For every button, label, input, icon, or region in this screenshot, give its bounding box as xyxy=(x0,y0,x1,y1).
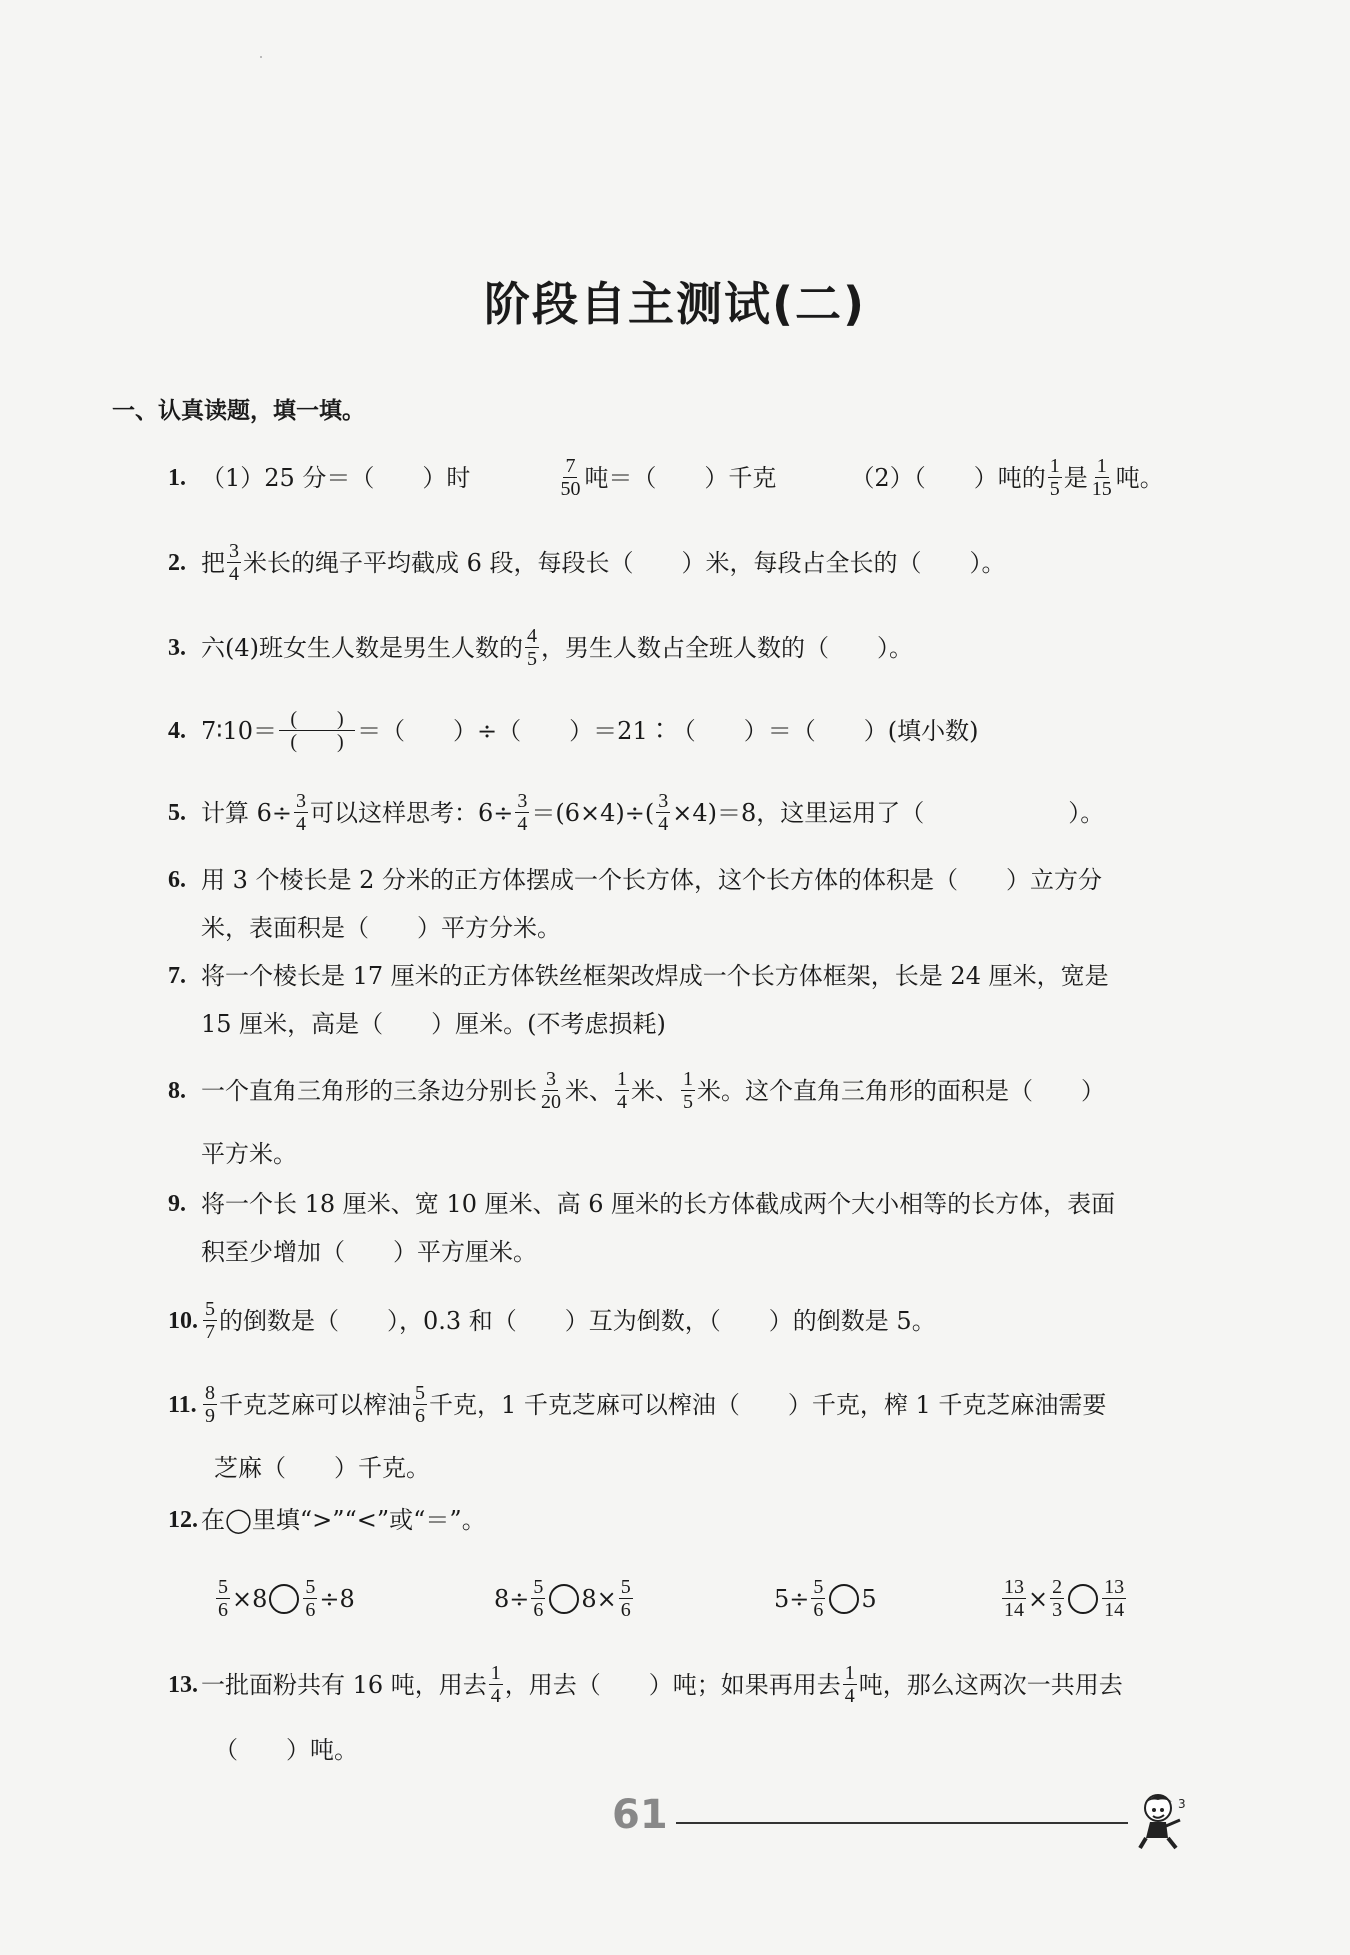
fraction: $\frac{7}{50}$ xyxy=(560,455,581,500)
fraction: $\frac{1}{15}$ xyxy=(1091,455,1112,500)
svg-text:3: 3 xyxy=(1178,1797,1186,1811)
question-6-cont: 米，表面积是（ ）平方分米。 xyxy=(201,914,561,942)
footer-rule xyxy=(676,1822,1128,1824)
fraction: $\frac{1}{4}$ xyxy=(617,1068,627,1113)
q1-part-a: （1）25 分＝（ ）时 xyxy=(201,463,471,492)
section-heading: 一、认真读题，填一填。 xyxy=(112,398,365,424)
fraction: $\frac{1}{4}$ xyxy=(490,1662,501,1707)
fraction: $\frac{3}{4}$ xyxy=(229,540,239,585)
question-3: 3. 六(4)班女生人数是男生人数的 $\frac{4}{5}$ ，男生人数占全班人数的（ ）。 xyxy=(168,625,913,670)
compare-circle[interactable] xyxy=(549,1584,579,1614)
question-12: 12. 在◯里填“>”“<”或“＝”。 xyxy=(168,1506,486,1534)
question-11-cont: 芝麻（ ）千克。 xyxy=(214,1454,430,1482)
fraction: $\frac{3}{4}$ xyxy=(296,790,307,835)
question-8-cont: 平方米。 xyxy=(201,1140,297,1168)
fraction: $\frac{3}{4}$ xyxy=(517,790,528,835)
question-6: 6. 用 3 个棱长是 2 分米的正方体摆成一个长方体，这个长方体的体积是（ ）立方分 xyxy=(168,866,1103,894)
question-9: 9. 将一个长 18 厘米、宽 10 厘米、高 6 厘米的长方体截成两个大小相等的长方体，表面 xyxy=(168,1190,1116,1218)
fraction: $\frac{1}{5}$ xyxy=(1049,455,1060,500)
fraction: $\frac{5}{7}$ xyxy=(205,1298,215,1343)
question-7: 7. 将一个棱长是 17 厘米的正方体铁丝框架改焊成一个长方体框架，长是 24 厘米，宽是 xyxy=(168,962,1109,990)
scan-speck xyxy=(260,56,262,58)
fraction: $\frac{3}{4}$ xyxy=(658,790,669,835)
compare-circle[interactable] xyxy=(269,1584,299,1614)
question-9-cont: 积至少增加（ ）平方厘米。 xyxy=(201,1238,537,1266)
question-7-cont: 15 厘米，高是（ ）厘米。(不考虑损耗) xyxy=(201,1010,666,1038)
question-13-cont: （ ）吨。 xyxy=(214,1736,358,1764)
question-13: 13. 一批面粉共有 16 吨，用去 $\frac{1}{4}$ ，用去（ ）吨；如果再用去 $\frac{1}{4}$ 吨，那么这两次一共用去 xyxy=(168,1662,1123,1707)
question-11: 11. $\frac{8}{9}$ 千克芝麻可以榨油 $\frac{5}{6}$ 千克，1 千克芝麻可以榨油（ ）千克，榨 1 千克芝麻油需要 xyxy=(168,1382,1107,1427)
compare-item-3: 5÷ $\frac{5}{6}$ 5 xyxy=(774,1576,877,1621)
fraction: $\frac{5}{6}$ xyxy=(415,1382,425,1427)
question-5: 5. 计算 6÷ $\frac{3}{4}$ 可以这样思考：6÷ $\frac{3}{4}$ ＝(6×4)÷( $\frac{3}{4}$ ×4)＝8，这里运用了（ ）。 xyxy=(168,790,1105,835)
compare-item-2: 8÷ $\frac{5}{6}$ 8× $\frac{5}{6}$ xyxy=(494,1576,631,1621)
mascot-icon xyxy=(1128,1786,1198,1856)
fraction: $\frac{1}{4}$ xyxy=(844,1662,855,1707)
blank-fraction: $\frac{( )}{( )}$ xyxy=(279,708,355,753)
compare-item-4: $\frac{13}{14}$ × $\frac{2}{3}$ $\frac{13}{14}$ xyxy=(1004,1576,1125,1621)
question-10: 10. $\frac{5}{7}$ 的倒数是（ ），0.3 和（ ）互为倒数，（ ）的倒数是 5。 xyxy=(168,1298,936,1343)
compare-item-1: $\frac{5}{6}$ ×8 $\frac{5}{6}$ ÷8 xyxy=(218,1576,355,1621)
compare-circle[interactable] xyxy=(1068,1584,1098,1614)
fraction: $\frac{1}{5}$ xyxy=(683,1068,693,1113)
fraction: $\frac{3}{20}$ xyxy=(541,1068,561,1113)
fraction: $\frac{4}{5}$ xyxy=(527,625,537,670)
page-number: 61 xyxy=(612,1792,668,1838)
question-1: 1. （1）25 分＝（ ）时 $\frac{7}{50}$ 吨＝（ ）千克 （2）（ ）吨的 $\frac{1}{5}$ 是 $\frac{1}{15}$ 吨。 xyxy=(168,455,1164,500)
question-8: 8. 一个直角三角形的三条边分别长 $\frac{3}{20}$ 米、 $\frac{1}{4}$ 米、 $\frac{1}{5}$ 米。这个直角三角形的面积是（ ） xyxy=(168,1068,1105,1113)
fraction: $\frac{8}{9}$ xyxy=(205,1382,215,1427)
question-4: 4. 7∶10＝ $\frac{( )}{( )}$ ＝（ ）÷（ ）＝21∶（ ）＝（ ）(填小数) xyxy=(168,708,979,753)
page-title: 阶段自主测试(二) xyxy=(483,277,867,331)
question-2: 2. 把 $\frac{3}{4}$ 米长的绳子平均截成 6 段，每段长（ ）米，每段占全长的（ ）。 xyxy=(168,540,1006,585)
compare-circle[interactable] xyxy=(829,1584,859,1614)
